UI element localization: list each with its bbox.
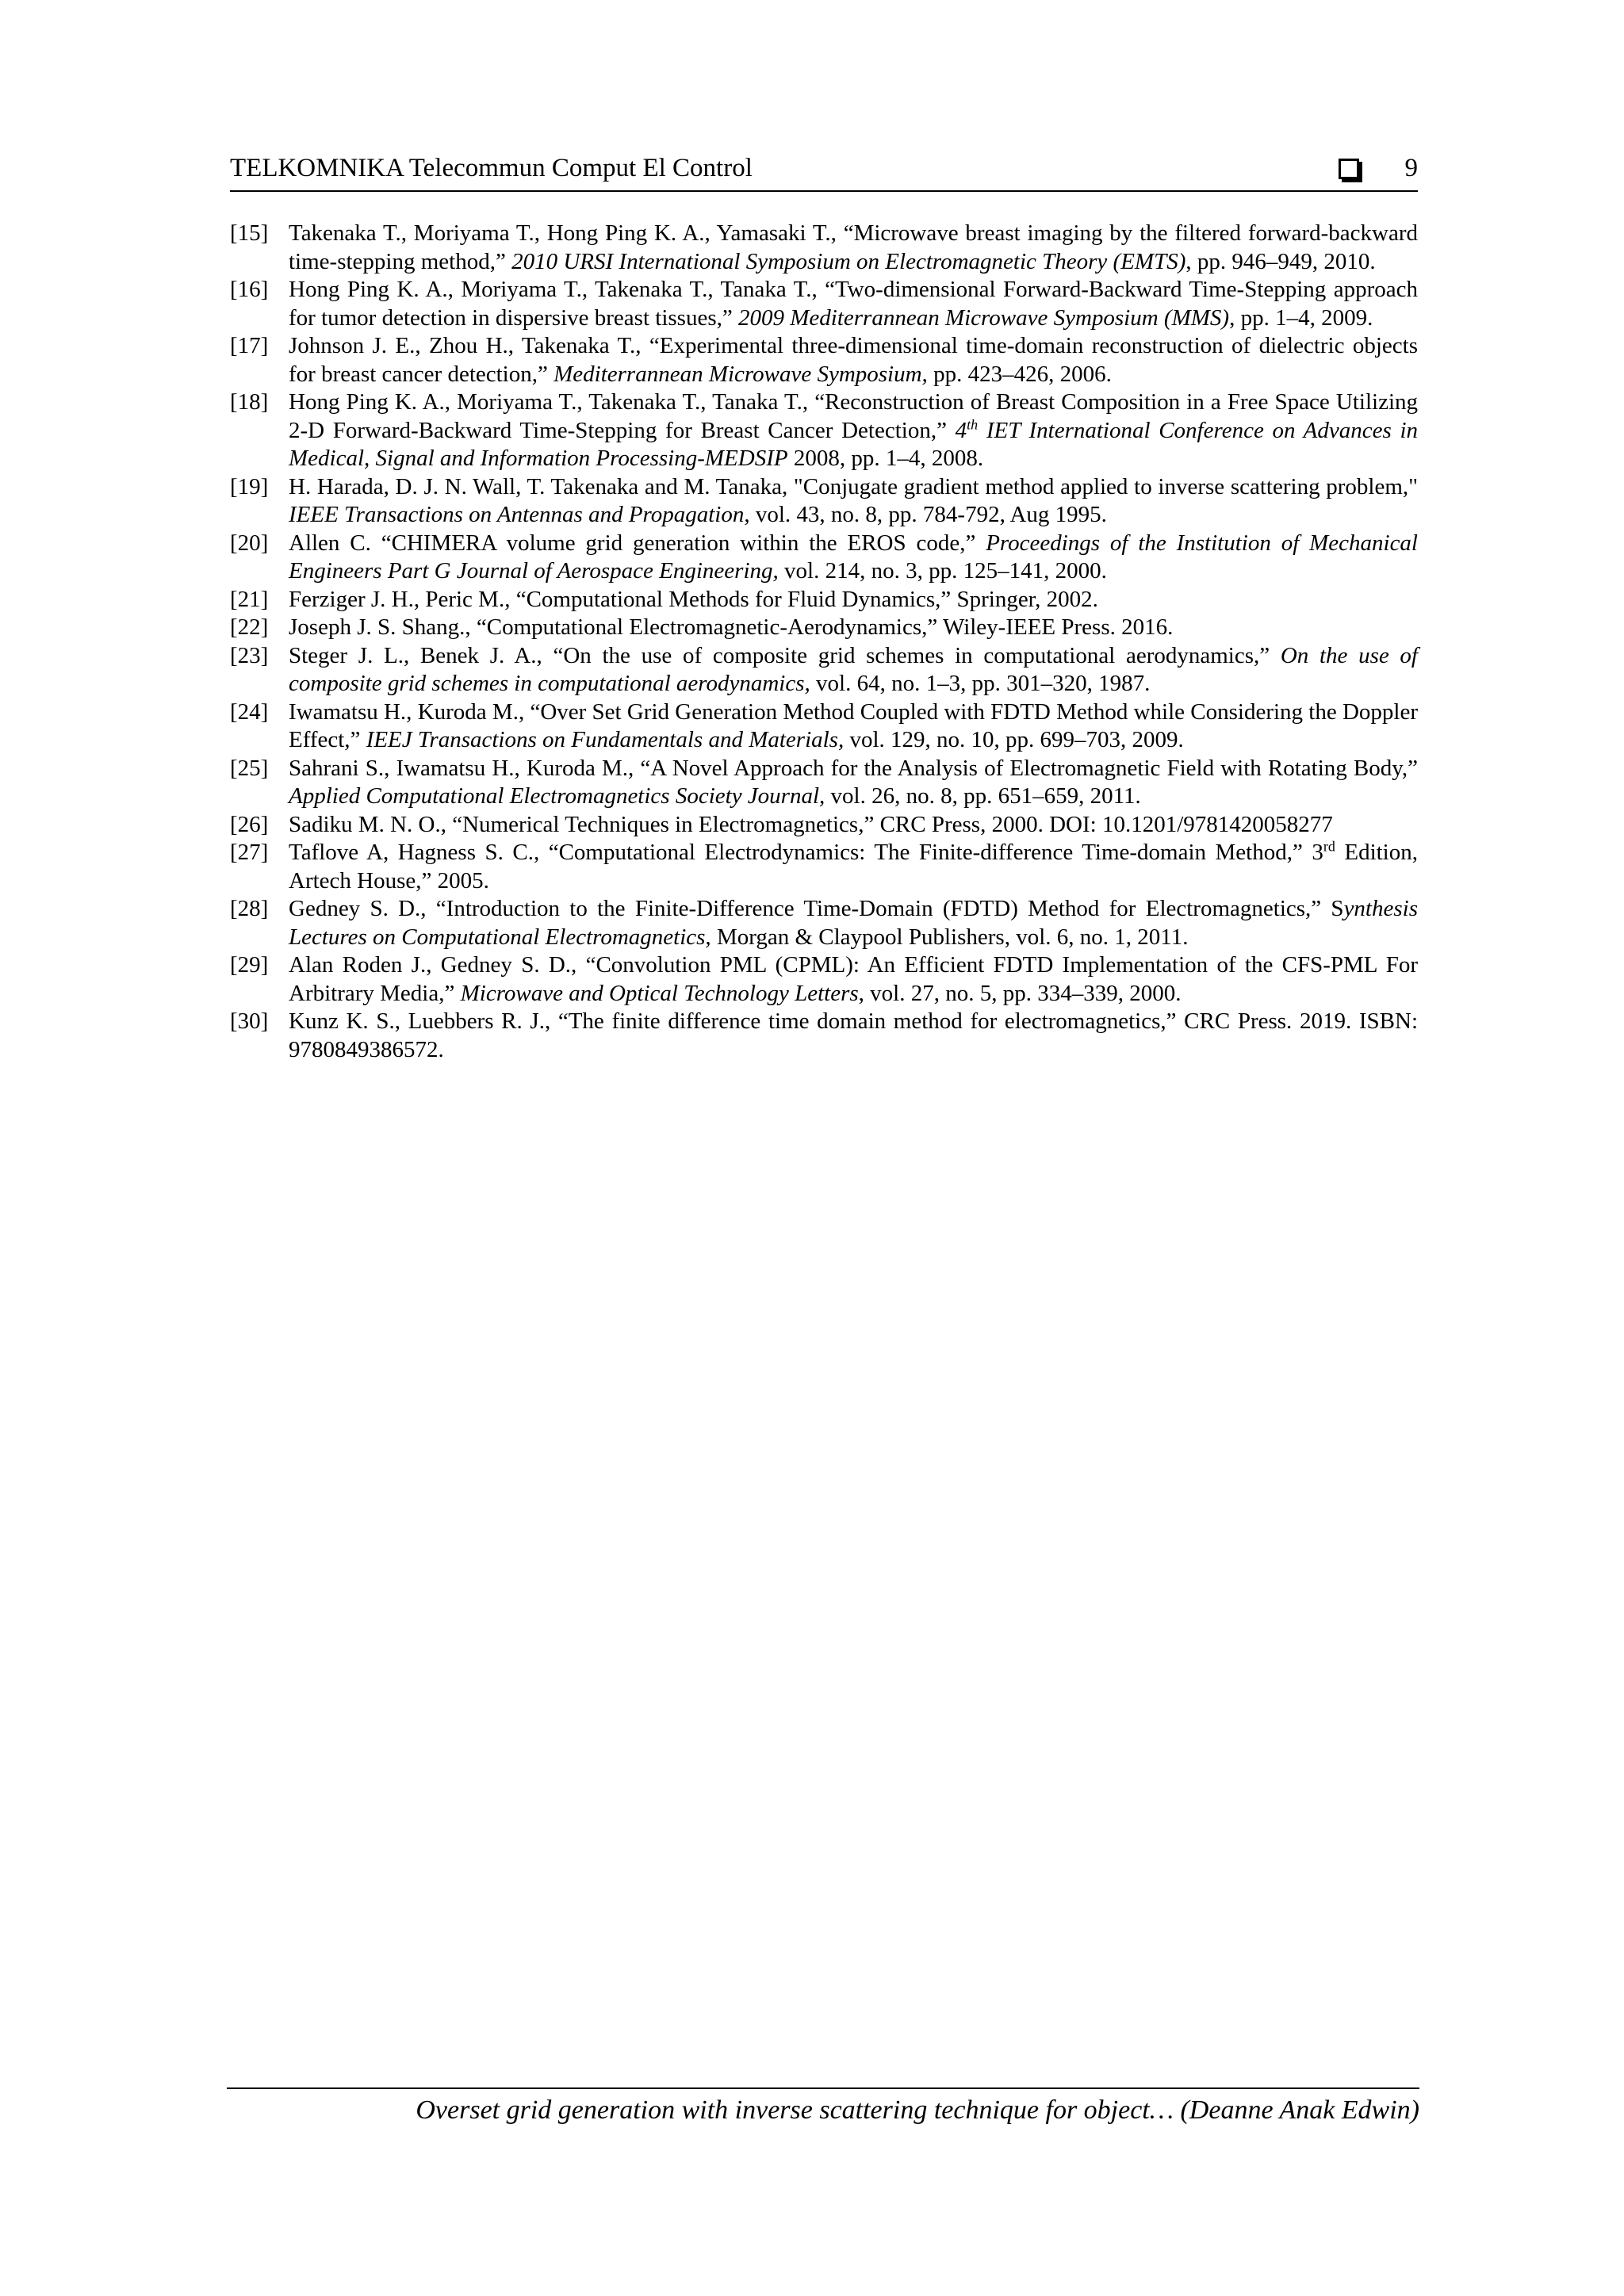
journal-title: TELKOMNIKA Telecommun Comput El Control xyxy=(230,154,753,182)
reference-text-segment: Proceedings of the Institution of Mechanical Engineers Part G Journal of Aerospace Engineering, xyxy=(289,530,1418,584)
reference-text-segment: Sahrani S., Iwamatsu H., Kuroda M., “A Novel Approach for the Analysis of Electromagnetic Field with Rotating Body,” xyxy=(289,755,1418,781)
reference-item xyxy=(230,811,1418,840)
reference-text-segment: , vol. 43, no. 8, pp. 784-792, Aug 1995. xyxy=(744,502,1107,527)
reference-item xyxy=(230,698,1418,755)
reference-text-segment: , pp. 1–4, 2009. xyxy=(1229,304,1373,331)
reference-text xyxy=(289,1008,1418,1064)
reference-number: [24] xyxy=(230,698,269,725)
reference-list xyxy=(230,220,1418,1064)
reference-text xyxy=(289,811,1418,840)
reference-text-segment: Allen C. “CHIMERA volume grid generation within the EROS code,” xyxy=(289,530,986,556)
reference-text xyxy=(289,895,1418,951)
reference-item xyxy=(230,839,1418,895)
reference-number: [28] xyxy=(230,896,269,921)
reference-text xyxy=(289,220,1418,276)
reference-item xyxy=(230,388,1418,473)
reference-text xyxy=(289,698,1418,755)
reference-text-segment: , pp. 946–949, 2010. xyxy=(1185,248,1376,274)
reference-text xyxy=(289,332,1418,388)
reference-number: [23] xyxy=(230,642,269,668)
reference-text-segment: Hong Ping K. A., Moriyama T., Takenaka T., Tanaka T., “Reconstruction of Breast Composition in a Free Space Utilizing 2-D Forward-Backward Time-Stepping for Breast Cancer Detection,” xyxy=(289,389,1418,443)
reference-text xyxy=(289,642,1418,698)
reference-text-segment: vol. 26, no. 8, pp. 651–659, 2011. xyxy=(825,783,1141,809)
page-number-area xyxy=(1339,154,1419,183)
reference-text-segment: Edition, Artech House,” 2005. xyxy=(289,840,1418,894)
reference-text-segment: IEEE Transactions on Antennas and Propagation xyxy=(289,502,745,527)
reference-text-segment: Johnson J. E., Zhou H., Takenaka T., “Experimental three-dimensional time-domain reconstruction of dielectric objects for breast cancer detection,” xyxy=(289,333,1418,387)
reference-text xyxy=(289,839,1418,895)
reference-text-segment: Sadiku M. N. O., “Numerical Techniques in Electromagnetics,” CRC Press, 2000. DOI: 10.1201/9781420058277 xyxy=(289,811,1333,837)
reference-text-segment: Takenaka T., Moriyama T., Hong Ping K. A., Yamasaki T., “Microwave breast imaging by the filtered forward-backward time-stepping method,” xyxy=(289,220,1418,274)
reference-number: [30] xyxy=(230,1008,269,1034)
reference-text-segment: Steger J. L., Benek J. A., “On the use of composite grid schemes in computational aerodynamics,” xyxy=(289,642,1281,668)
reference-text-segment: vol. 214, no. 3, pp. 125–141, 2000. xyxy=(778,558,1107,584)
footer-divider xyxy=(227,2087,1419,2089)
reference-text-segment: 2009 Mediterrannean Microwave Symposium (MMS) xyxy=(737,304,1230,331)
reference-text-segment: Mediterrannean Microwave Symposium, xyxy=(553,361,928,387)
reference-text-segment: IET International Conference on Advances in Medical, Signal and Information Processing-MEDSIP xyxy=(289,417,1419,471)
reference-text xyxy=(289,530,1418,586)
reference-text-segment: 2008, pp. 1–4, 2008. xyxy=(787,446,984,471)
page-footer: Overset grid generation with inverse scattering technique for object… (Deanne Anak Edwin) xyxy=(416,2095,1419,2125)
reference-number: [21] xyxy=(230,586,269,612)
reference-text xyxy=(289,388,1418,473)
reference-text xyxy=(289,951,1418,1008)
reference-text-segment: 4 xyxy=(955,417,967,443)
reference-text-segment: H. Harada, D. J. N. Wall, T. Takenaka and M. Tanaka, "Conjugate gradient method applied to inverse scattering problem," xyxy=(289,473,1418,499)
reference-item xyxy=(230,642,1418,698)
reference-number: [26] xyxy=(230,811,269,837)
reference-item xyxy=(230,586,1418,614)
reference-number: [18] xyxy=(230,389,269,415)
reference-text-segment: Gedney S. D., “Introduction to the Finite-Difference Time-Domain (FDTD) Method for Electromagnetics,” S xyxy=(289,896,1344,921)
reference-text-segment: IEEJ Transactions on Fundamentals and Materials, xyxy=(366,727,845,752)
reference-text-segment: Kunz K. S., Luebbers R. J., “The finite difference time domain method for electromagnetics,” CRC Press. 2019. ISBN: 9780849386572. xyxy=(289,1008,1418,1062)
reference-text-segment: rd xyxy=(1323,838,1335,855)
reference-text-segment: Microwave and Optical Technology Letters xyxy=(460,980,859,1006)
reference-text-segment: Joseph J. S. Shang., “Computational Electromagnetic-Aerodynamics,” Wiley-IEEE Press. 2016. xyxy=(289,614,1174,640)
reference-number: [22] xyxy=(230,614,269,640)
reference-text xyxy=(289,586,1418,614)
reference-text xyxy=(289,755,1418,811)
reference-item xyxy=(230,220,1418,276)
checkbox-square-icon xyxy=(1339,159,1359,179)
reference-text-segment: Hong Ping K. A., Moriyama T., Takenaka T., Tanaka T., “Two-dimensional Forward-Backward Time-Stepping approach for tumor detection in dispersive breast tissues,” xyxy=(289,277,1418,331)
reference-text-segment: Taflove A, Hagness S. C., “Computational Electrodynamics: The Finite-difference Time-domain Method,” 3 xyxy=(289,840,1323,865)
reference-item xyxy=(230,1008,1418,1064)
reference-text-segment: , vol. 27, no. 5, pp. 334–339, 2000. xyxy=(858,980,1182,1006)
reference-item xyxy=(230,951,1418,1008)
reference-number: [20] xyxy=(230,530,269,556)
reference-text xyxy=(289,473,1418,530)
reference-item xyxy=(230,614,1418,642)
reference-number: [29] xyxy=(230,952,269,978)
page-number: 9 xyxy=(1404,154,1418,182)
reference-number: [19] xyxy=(230,473,269,499)
reference-number: [15] xyxy=(230,220,269,246)
reference-text-segment: Ferziger J. H., Peric M., “Computational Methods for Fluid Dynamics,” Springer, 2002. xyxy=(289,586,1098,612)
reference-number: [27] xyxy=(230,840,269,865)
reference-item xyxy=(230,473,1418,530)
reference-text-segment: Iwamatsu H., Kuroda M., “Over Set Grid Generation Method Coupled with FDTD Method while Considering the Doppler Effect,” xyxy=(289,698,1418,752)
reference-text-segment: pp. 423–426, 2006. xyxy=(927,361,1112,387)
reference-text-segment: th xyxy=(967,415,979,432)
reference-item xyxy=(230,755,1418,811)
reference-number: [17] xyxy=(230,333,269,358)
reference-text-segment: 2010 URSI International Symposium on Electromagnetic Theory (EMTS) xyxy=(511,248,1186,274)
reference-text-segment: Alan Roden J., Gedney S. D., “Convolution PML (CPML): An Efficient FDTD Implementation of the CFS-PML For Arbitrary Media,” xyxy=(289,952,1418,1006)
reference-text-segment: Morgan & Claypool Publishers, vol. 6, no. 1, 2011. xyxy=(710,924,1189,950)
reference-text xyxy=(289,276,1418,332)
page-header xyxy=(230,154,1418,192)
reference-item xyxy=(230,332,1418,388)
reference-text xyxy=(289,614,1418,642)
reference-text-segment: vol. 129, no. 10, pp. 699–703, 2009. xyxy=(844,727,1184,752)
reference-text-segment: ynthesis Lectures on Computational Electromagnetics, xyxy=(289,896,1418,950)
reference-item xyxy=(230,895,1418,951)
reference-item xyxy=(230,530,1418,586)
reference-item xyxy=(230,276,1418,332)
reference-text-segment: Applied Computational Electromagnetics Society Journal, xyxy=(289,783,825,809)
reference-number: [25] xyxy=(230,755,269,781)
reference-text-segment: vol. 64, no. 1–3, pp. 301–320, 1987. xyxy=(810,671,1151,696)
reference-number: [16] xyxy=(230,277,269,302)
reference-text-segment: On the use of composite grid schemes in computational aerodynamics, xyxy=(289,642,1418,696)
